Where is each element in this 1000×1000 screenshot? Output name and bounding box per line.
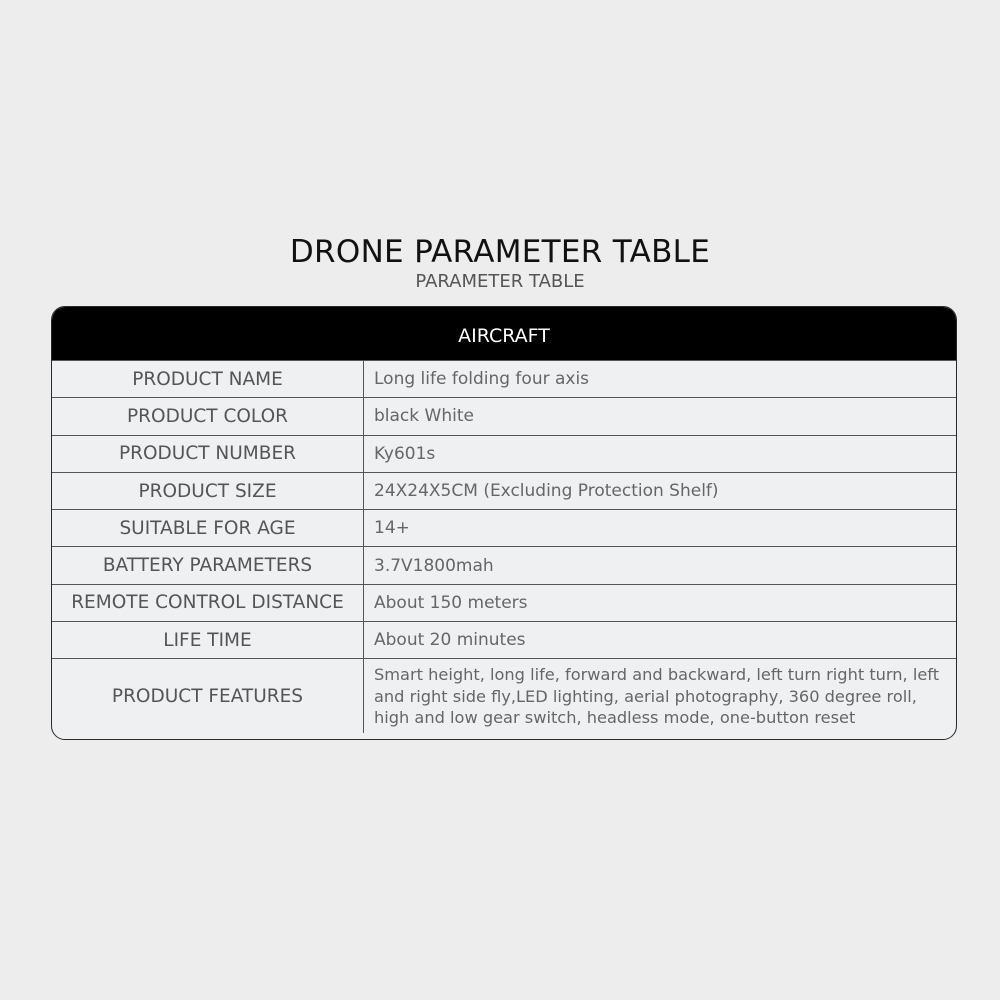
table-row: [52, 435, 956, 472]
table-row: [52, 546, 956, 583]
table-row: [52, 360, 956, 397]
row-label-product-number: PRODUCT NUMBER: [52, 436, 364, 472]
row-label-battery: BATTERY PARAMETERS: [52, 547, 364, 583]
row-label-product-name: PRODUCT NAME: [52, 361, 364, 397]
row-label-suitable-age: SUITABLE FOR AGE: [52, 510, 364, 546]
row-label-remote-distance: REMOTE CONTROL DISTANCE: [52, 585, 364, 621]
row-value-features: Smart height, long life, forward and backward, left turn right turn, left and right side fly,LED lighting, aerial photography, 360 degree roll, high and low gear switch, headless mode, one-button reset: [374, 665, 940, 728]
page-title: DRONE PARAMETER TABLE: [289, 234, 711, 270]
row-value-suitable-age: 14+: [374, 518, 410, 539]
table-header: AIRCRAFT: [52, 307, 956, 360]
row-value-product-name: Long life folding four axis: [374, 369, 590, 390]
row-value-product-size: 24X24X5CM (Excluding Protection Shelf): [374, 481, 719, 502]
table-row: [52, 658, 956, 733]
parameter-table: [51, 306, 957, 740]
row-value-battery: 3.7V1800mah: [374, 555, 494, 576]
row-value-product-number: Ky601s: [374, 443, 436, 464]
row-value-remote-distance: About 150 meters: [374, 592, 528, 613]
row-value-product-color: black White: [374, 406, 474, 427]
page-subtitle: PARAMETER TABLE: [415, 271, 585, 292]
table-row: [52, 509, 956, 546]
table-row: [52, 472, 956, 509]
table-row: [52, 621, 956, 658]
table-row: [52, 584, 956, 621]
row-value-life-time: About 20 minutes: [374, 630, 526, 651]
row-label-product-color: PRODUCT COLOR: [52, 398, 364, 434]
row-label-features: PRODUCT FEATURES: [52, 659, 364, 733]
table-row: [52, 397, 956, 434]
row-label-product-size: PRODUCT SIZE: [52, 473, 364, 509]
row-label-life-time: LIFE TIME: [52, 622, 364, 658]
